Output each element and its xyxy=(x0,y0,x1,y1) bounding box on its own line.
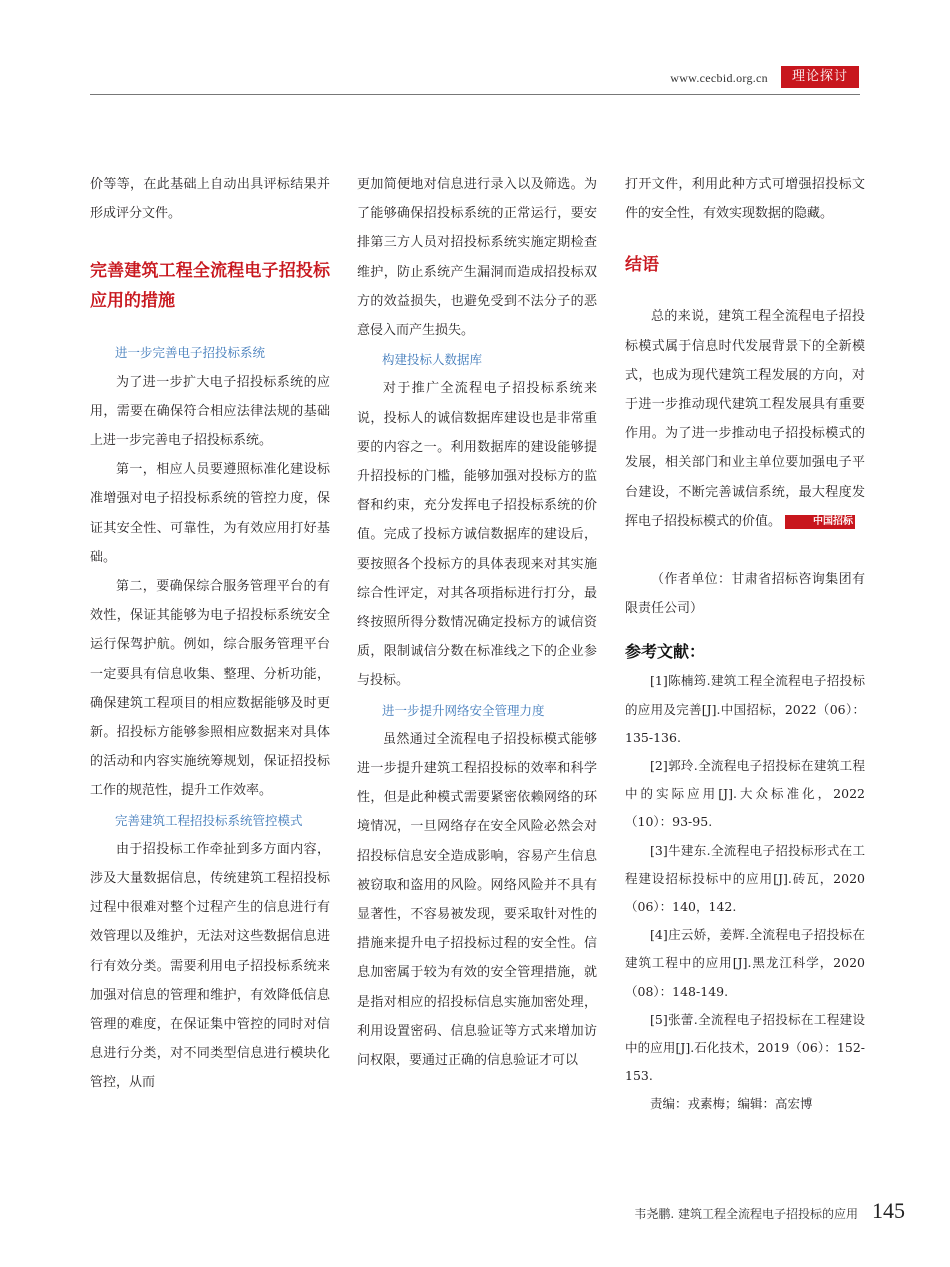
author-affiliation: （作者单位：甘肃省招标咨询集团有限责任公司） xyxy=(625,572,865,617)
paragraph: 第二，要确保综合服务管理平台的有效性，保证其能够为电子招投标系统安全运行保驾护航。例如，综合服务管理平台一定要具有信息收集、整理、分析功能，确保建筑工程项目的相应数据能够及时更新。招投标方能够参照相应数据来对具体的活动和内容实施统筹规划，保证招投标工作的规范性，提升工作效率。 xyxy=(90,579,330,799)
subheading: 完善建筑工程招投标系统管控模式 xyxy=(115,812,303,828)
paragraph: 价等等，在此基础上自动出具评标结果并形成评分文件。 xyxy=(90,177,330,222)
references-heading: 参考文献： xyxy=(625,642,706,662)
subheading: 进一步完善电子招投标系统 xyxy=(115,345,266,361)
subheading: 进一步提升网络安全管理力度 xyxy=(382,702,545,718)
paragraph: 为了进一步扩大电子招投标系统的应用，需要在确保符合相应法律法规的基础上进一步完善电子招投标系统。 xyxy=(90,374,330,449)
reference-item: [5]张蕾.全流程电子招投标在工程建设中的应用[J].石化技术，2019（06）：152-153. xyxy=(625,1011,865,1084)
editor-credit: 责编：戎素梅；编辑：高宏博 xyxy=(650,1096,813,1112)
section-heading: 完善建筑工程全流程电子招投标应用的措施 xyxy=(90,261,330,312)
journal-url: www.cecbid.org.cn xyxy=(670,71,768,85)
column-3 xyxy=(625,170,865,1119)
paragraph: 对于推广全流程电子招投标系统来说，投标人的诚信数据库建设也是非常重要的内容之一。利用数据库的建设能够提升招投标的门槛，能够加强对投标方的监督和约束，充分发挥电子招投标系统的价值。完成了投标方诚信数据库的建设后，要按照各个投标方的具体表现来对其实施综合性评定，对其各项指标进行打分，最终按照所得分数情况确定投标方的诚信资质，限制诚信分数在标准线之下的企业参与投标。 xyxy=(357,381,597,689)
paragraph: 更加简便地对信息进行录入以及筛选。为了能够确保招投标系统的正常运行，要安排第三方人员对招投标系统实施定期检查维护，防止系统产生漏洞而造成招投标双方的效益损失，也避免受到不法分子的恶意侵入而产生损失。 xyxy=(357,177,597,339)
column-2 xyxy=(357,170,597,1075)
page-number: 145 xyxy=(872,1198,905,1223)
reference-item: [3]牛建东.全流程电子招投标形式在工程建设招标投标中的应用[J].砖瓦，2020（06）：140，142. xyxy=(625,842,865,915)
paragraph: 虽然通过全流程电子招投标模式能够进一步提升建筑工程招投标的效率和科学性，但是此种模式需要紧密依赖网络的环境情况，一旦网络存在安全风险必然会对招投标信息安全造成影响，容易产生信息被窃取和盗用的风险。网络风险并不具有显著性，不容易被发现，要采取针对性的措施来提升电子招投标过程的安全性。信息加密属于较为有效的安全管理措施，就是指对相应的招投标信息实施加密处理，利用设置密码、信息验证等方式来增加访问权限，要通过正确的信息验证才可以 xyxy=(357,731,597,1069)
section-tag: 理论探讨 xyxy=(781,66,859,88)
journal-badge: 中国招标 xyxy=(785,515,855,529)
reference-item: [2]郭玲.全流程电子招投标在建筑工程中的实际应用[J].大众标准化，2022（10）：93-95. xyxy=(625,758,865,830)
header-rule xyxy=(90,94,860,95)
paragraph-text: 总的来说，建筑工程全流程电子招投标模式属于信息时代发展背景下的全新模式，也成为现代建筑工程发展的方向，对于进一步推动现代建筑工程发展具有重要作用。为了进一步推动电子招投标模式的发展，相关部门和业主单位要加强电子平台建设，不断完善诚信系统，最大程度发挥电子招投标模式的价值。 xyxy=(625,309,865,529)
running-title: 韦尧鹏. 建筑工程全流程电子招投标的应用 xyxy=(634,1207,858,1221)
conclusion-heading: 结语 xyxy=(625,255,659,276)
reference-item: [1]陈楠筠.建筑工程全流程电子招投标的应用及完善[J].中国招标，2022（06）：135-136. xyxy=(625,673,865,745)
paragraph xyxy=(625,302,865,536)
paragraph: 由于招投标工作牵扯到多方面内容，涉及大量数据信息，传统建筑工程招投标过程中很难对整个过程产生的信息进行有效管理以及维护，无法对这些数据信息进行有效分类。需要利用电子招投标系统来加强对信息的管理和维护，有效降低信息管理的难度，在保证集中管控的同时对信息进行分类，对不同类型信息进行模块化管控，从而 xyxy=(90,841,330,1091)
subheading: 构建投标人数据库 xyxy=(382,352,483,368)
reference-item: [4]庄云娇，姜辉.全流程电子招投标在建筑工程中的应用[J].黑龙江科学，2020（08）：148-149. xyxy=(625,927,865,999)
column-1 xyxy=(90,170,330,1098)
paragraph: 第一，相应人员要遵照标准化建设标准增强对电子招投标系统的管控力度，保证其安全性、可靠性，为有效应用打好基础。 xyxy=(90,462,330,565)
paragraph: 打开文件，利用此种方式可增强招投标文件的安全性，有效实现数据的隐藏。 xyxy=(625,177,865,222)
